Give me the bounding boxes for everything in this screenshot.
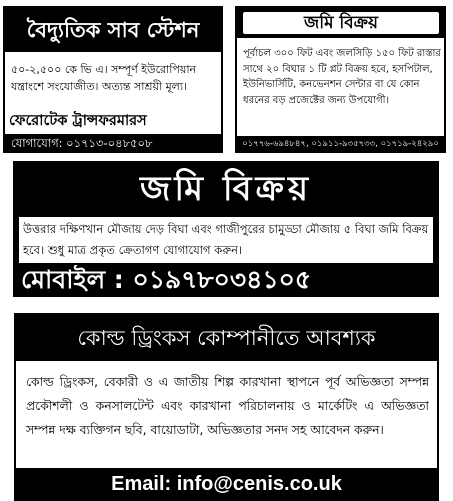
land-sale-large-body: উত্তরার দক্ষিণখান মৌজায় দেড় বিঘা এবং গাজীপুরের চামুড্ডা মৌজায় ৫ বিঘা জমি বিক্রয় হবে। শুধু মাত্র প্রকৃত ক্রেতাগণ যোগাযোগ করুন।	[23, 222, 429, 257]
land-sale-small-contact: ০১৭৭৬-৬৯৪৮৪৭, ০১৯১১-৯৩৫৭৩৩, ০১৭১৯-২৪২৯০	[237, 136, 444, 153]
cold-drinks-ad-body: কোল্ড ড্রিংকস, বেকারী ও এ জাতীয় শিল্প কারখানা স্থাপনে পূর্ব অভিজ্ঞতা সম্পন্ন প্রকৌশলী ও কনসালটেন্ট এবং কারখানা পরিচালনায় ও মার্কেটিং এ অভিজ্ঞতা সম্পন্ন দক্ষ ব্যক্তিগন ছবি, বায়োডাটা, অভিজ্ঞতার সনদ সহ আবেদন করুন।	[26, 375, 429, 437]
substation-ad-contact: যোগাযোগ: ০১৭১৩-০৪৮৫০৮	[5, 134, 221, 153]
cold-drinks-ad	[14, 313, 439, 501]
substation-ad-body: ৫০-২,৫০০ কে ভি এ। সম্পূর্ণ ইউরোপিয়ান যন্ত্রাংশে সংযোজীত। অত্যন্ত সাশ্রয়ী মূল্য।	[11, 63, 197, 93]
land-sale-small-title: জমি বিক্রয়	[243, 12, 439, 34]
substation-ad	[3, 6, 223, 153]
land-sale-large-title: জমি বিক্রয়	[140, 169, 312, 209]
land-sale-large-mobile: মোবাইল : ০১৯৭৮০৩৪১০৫	[21, 265, 312, 294]
land-sale-small-ad	[235, 6, 446, 153]
substation-ad-title: বৈদ্যুতিক সাব স্টেশন	[5, 8, 221, 52]
land-sale-large-ad	[13, 161, 439, 297]
cold-drinks-ad-email: Email: info@cenis.co.uk	[16, 468, 437, 501]
land-sale-small-title-bar	[237, 8, 444, 38]
land-sale-small-body: পূর্বাচল ৩০০ ফিট এবং জলসিড়ি ১৫০ ফিট রাস্তার সাথে ২০ বিঘার ১ টি প্লট বিক্রয় হবে, হসপিটাল, ইউনিভার্সিটি, কনভেনশন সেন্টার বা যে কোন ধরনের বড় প্রজেক্টের জন্য উপযোগী।	[243, 48, 441, 106]
substation-ad-company: ফেরোটেক ট্রান্সফরমারস	[9, 113, 147, 129]
cold-drinks-ad-title: কোল্ড ড্রিংকস কোম্পানীতে আবশ্যক	[16, 315, 437, 361]
